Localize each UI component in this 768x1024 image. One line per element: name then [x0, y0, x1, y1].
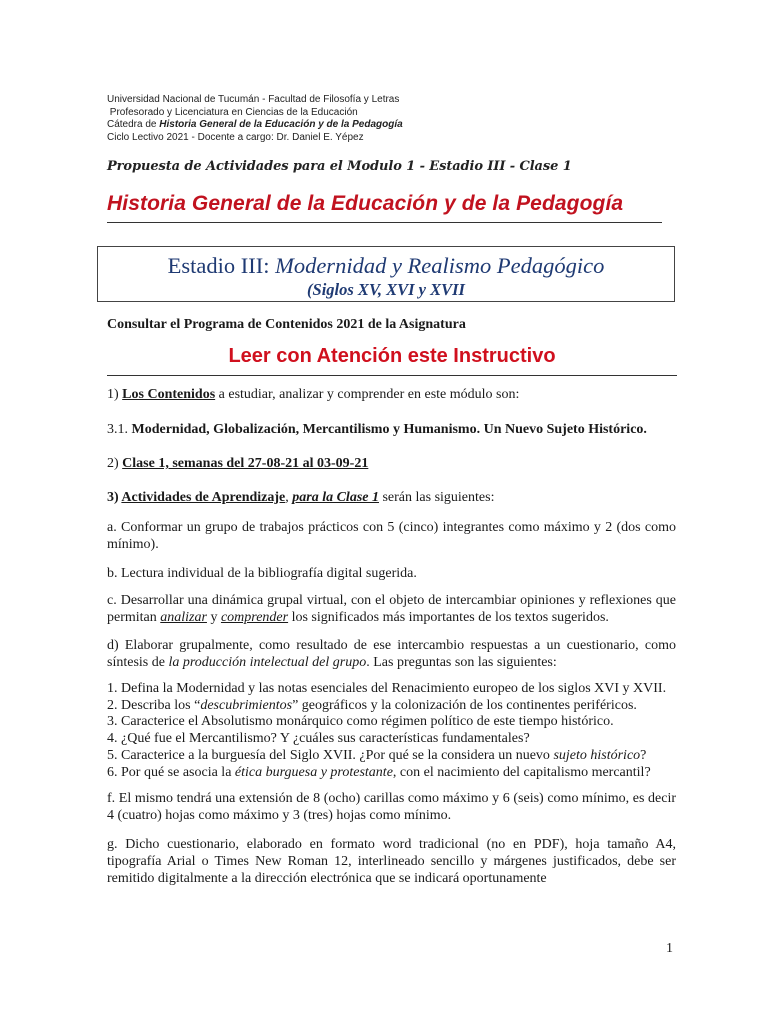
- question-2: 2. Describa los “descubrimientos” geográficos y la colonización de los continentes periféricos.: [107, 697, 637, 713]
- question-4: 4. ¿Qué fue el Mercantilismo? Y ¿cuáles sus características fundamentales?: [107, 731, 530, 747]
- stage-box: [97, 246, 675, 302]
- stage-heading: Estadio III: Modernidad y Realismo Pedagógico: [167, 253, 605, 278]
- item-contents: 1) Los Contenidos a estudiar, analizar y comprender en este módulo son:: [107, 387, 520, 402]
- item-b: b. Lectura individual de la bibliografía digital sugerida.: [107, 566, 417, 581]
- instructions-rule: [107, 375, 677, 376]
- header-program: Profesorado y Licenciatura en Ciencias de la Educación: [109, 106, 358, 118]
- header-cycle: Ciclo Lectivo 2021 - Docente a cargo: Dr. Daniel E. Yépez: [107, 131, 364, 143]
- consult-program-note: Consultar el Programa de Contenidos 2021 de la Asignatura: [107, 317, 466, 332]
- question-list: [107, 681, 676, 781]
- title-rule: [107, 222, 662, 223]
- item-c: c. Desarrollar una dinámica grupal virtual, con el objeto de intercambiar opiniones y reflexiones que permitan analizar y comprender los significados más importantes de los textos sugeridos.: [107, 593, 676, 625]
- question-1: 1. Defina la Modernidad y las notas esenciales del Renacimiento europeo de los siglos XVI y XVII.: [107, 681, 667, 696]
- header-university: Universidad Nacional de Tucumán - Facultad de Filosofía y Letras: [107, 94, 400, 105]
- question-5: 5. Caracterice a la burguesía del Siglo XVII. ¿Por qué se la considera un nuevo sujeto histórico?: [107, 747, 647, 763]
- item-class-dates: 2) Clase 1, semanas del 27-08-21 al 03-09-21: [107, 456, 369, 471]
- item-activities: 3) Actividades de Aprendizaje, para la Clase 1 serán las siguientes:: [107, 490, 495, 505]
- item-a: a. Conformar un grupo de trabajos prácticos con 5 (cinco) integrantes como máximo y 2 (dos como mínimo).: [107, 520, 676, 552]
- item-d: d) Elaborar grupalmente, como resultado de ese intercambio respuestas a un cuestionario, como síntesis de la producción intelectual del grupo. Las preguntas son las siguientes:: [107, 638, 676, 670]
- page-number: 1: [666, 941, 673, 956]
- activities-subtitle: Propuesta de Actividades para el Modulo 1 - Estadio III - Clase 1: [107, 159, 572, 174]
- item-f: f. El mismo tendrá una extensión de 8 (ocho) carillas como máximo y 6 (seis) como mínimo, es decir 4 (cuatro) hojas como máximo y 3 (tres) hojas como mínimo.: [107, 791, 676, 823]
- question-6: 6. Por qué se asocia la ética burguesa y protestante, con el nacimiento del capitalismo mercantil?: [107, 764, 651, 780]
- question-3: 3. Caracterice el Absolutismo monárquico como régimen político de este tiempo histórico.: [107, 714, 614, 730]
- institution-header: [107, 94, 403, 144]
- item-subtopic: 3.1. Modernidad, Globalización, Mercantilismo y Humanismo. Un Nuevo Sujeto Histórico.: [107, 422, 647, 437]
- item-g: g. Dicho cuestionario, elaborado en formato word tradicional (no en PDF), hoja tamaño A4, tipografía Arial o Times New Roman 12, interlineado sencillo y márgenes justificados, debe ser remitido digitalmente a la dirección electrónica que se indicará oportunamente: [107, 837, 676, 886]
- instructions-heading: Leer con Atención este Instructivo: [228, 345, 556, 367]
- stage-centuries: (Siglos XV, XVI y XVII: [307, 280, 465, 299]
- header-chair: Cátedra de Historia General de la Educación y de la Pedagogía: [107, 119, 403, 131]
- header-course-name: Historia General de la Educación y de la Pedagogía: [159, 119, 403, 131]
- document-title: Historia General de la Educación y de la Pedagogía: [107, 192, 624, 215]
